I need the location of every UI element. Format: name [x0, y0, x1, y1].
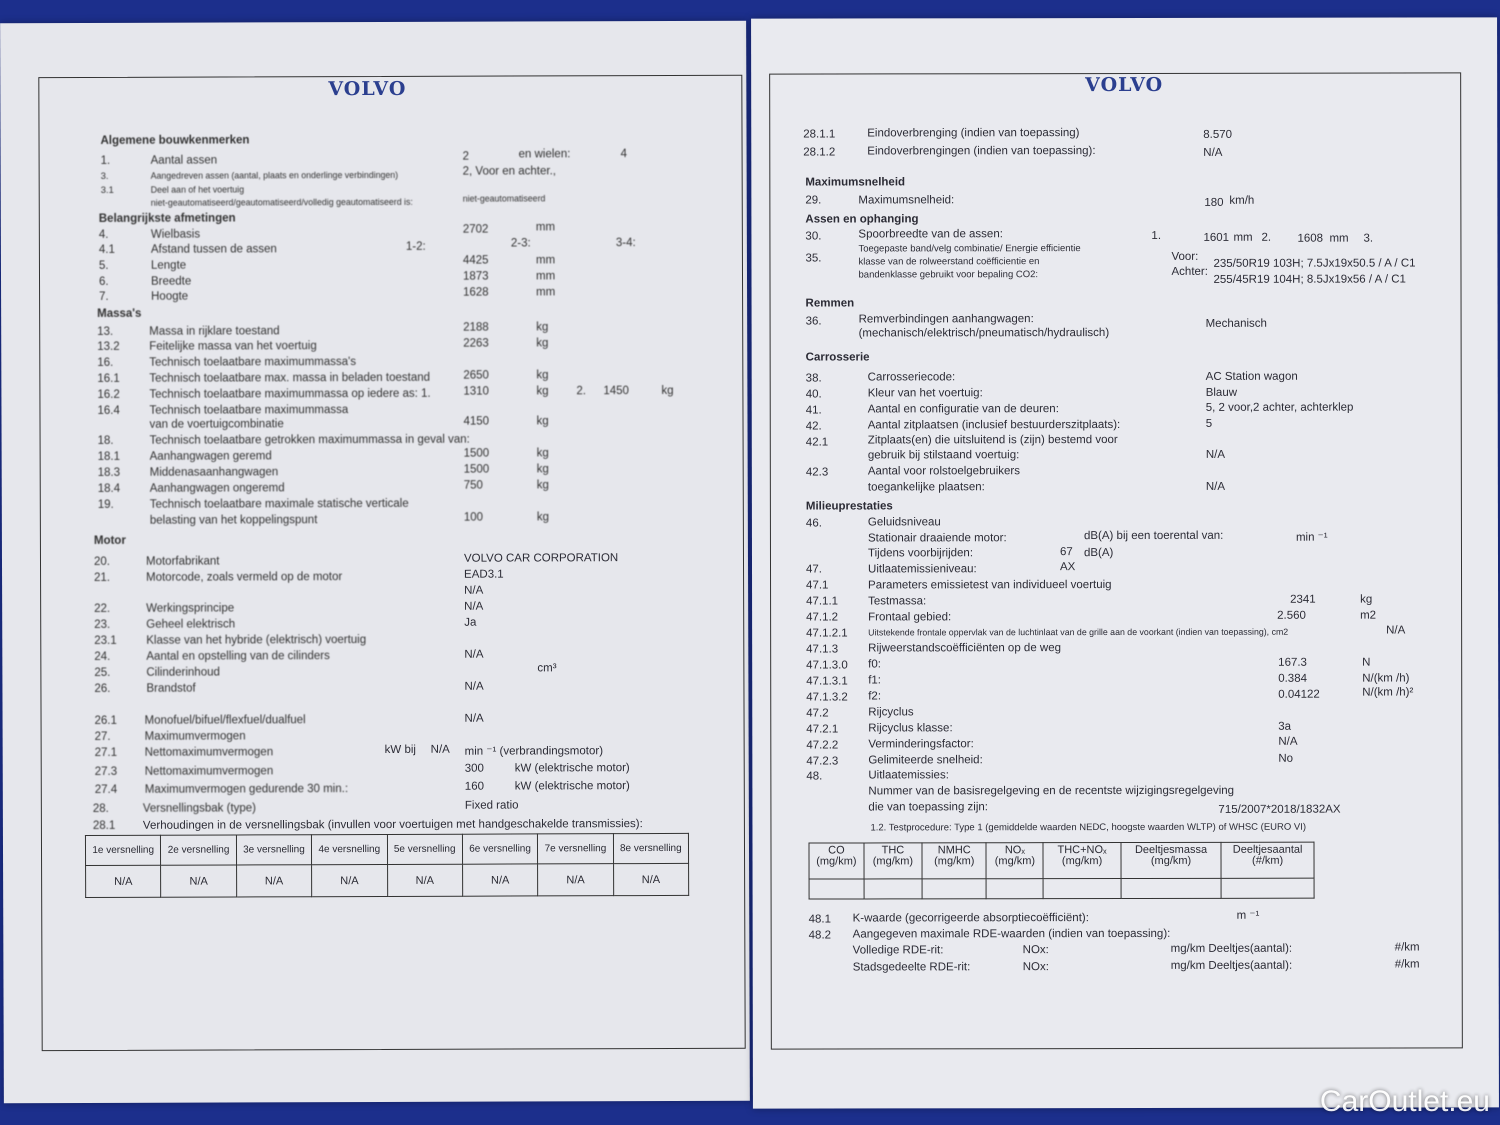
spec-text: No	[1278, 752, 1294, 765]
spec-text: 18.1	[97, 450, 121, 463]
spec-text: 1.	[1151, 229, 1162, 242]
spec-text: Aantal assen	[150, 154, 218, 167]
spec-text: Middenasaanhangwagen	[149, 466, 279, 479]
spec-text: 41.	[805, 404, 822, 417]
emission-header-cell: NOₓ (mg/km)	[986, 843, 1043, 879]
emission-header-cell: THC (mg/km)	[864, 843, 922, 879]
spec-text: 28.1	[92, 819, 116, 832]
spec-text: gebruik bij stilstaand voertuig:	[867, 449, 1020, 462]
spec-text: 13.	[97, 325, 114, 338]
spec-text: 7.	[99, 290, 109, 303]
spec-text: Rijcyclus klasse:	[868, 722, 953, 735]
spec-text: 47.1.2	[806, 611, 839, 624]
gear-header-cell: 6e versnelling	[462, 834, 537, 864]
spec-text: Afstand tussen de assen	[150, 243, 277, 256]
emission-header-cell: CO (mg/km)	[809, 843, 864, 879]
gear-value-cell: N/A	[86, 865, 161, 897]
spec-text: 27.3	[94, 765, 118, 778]
spec-text: 715/2007*2018/1832AX	[1218, 803, 1341, 816]
section-heading: Carrosserie	[805, 351, 870, 364]
spec-text: Nettomaximumvermogen	[144, 746, 274, 759]
spec-text: 4.	[98, 228, 109, 241]
spec-text: Deel aan of het voertuig	[150, 184, 245, 195]
spec-text: Nettomaximumvermogen	[144, 765, 274, 778]
spec-text: Cilinderinhoud	[146, 666, 220, 679]
volvo-logo-right: VOLVO	[1085, 73, 1164, 97]
spec-text: min ⁻¹	[1295, 531, 1328, 544]
spec-text: Breedte	[150, 275, 192, 288]
spec-text: 16.4	[97, 404, 120, 417]
spec-text: K-waarde (gecorrigeerde absorptiecoëfficiënt):	[852, 912, 1089, 925]
spec-text: 1.	[100, 154, 111, 167]
spec-text: VOLVO CAR CORPORATION	[463, 552, 619, 565]
spec-text: 24.	[94, 650, 111, 663]
spec-text: Eindoverbrenging (indien van toepassing)	[867, 127, 1080, 140]
spec-text: niet-geautomatiseerd/geautomatiseerd/volledig geautomatiseerd is:	[150, 196, 413, 208]
spec-text: 16.2	[97, 388, 120, 401]
spec-text: min ⁻¹ (verbrandingsmotor)	[464, 745, 604, 758]
spec-text: Nummer van de basisregelgeving en de recentste wijzigingsregelgeving	[868, 784, 1235, 798]
spec-text: 100	[463, 511, 484, 524]
emission-values-table	[808, 842, 1314, 900]
spec-text: Versnellingsbak (type)	[142, 802, 257, 815]
spec-text: kg	[536, 385, 549, 398]
spec-text: niet-geautomatiseerd	[462, 193, 546, 204]
spec-text: 47.1.3.2	[806, 691, 848, 704]
spec-text: 2.560	[1277, 609, 1306, 622]
spec-text: kg	[536, 511, 550, 524]
spec-text: Maximumsnelheid:	[858, 194, 955, 207]
spec-text: 4425	[462, 254, 489, 267]
spec-text: 29.	[805, 194, 822, 207]
spec-text: 3.1	[100, 184, 114, 196]
emission-header-cell: NMHC (mg/km)	[922, 843, 986, 879]
spec-text: Verminderingsfactor:	[868, 738, 974, 751]
spec-text: Technisch toelaatbare maximummassa op iedere as: 1.	[149, 387, 431, 401]
spec-text: N/A	[1203, 146, 1223, 159]
spec-text: 19.	[97, 498, 114, 511]
spec-text: (mechanisch/elektrisch/pneumatisch/hydraulisch)	[858, 327, 1110, 340]
spec-text: 2263	[463, 337, 489, 350]
spec-text: 47.	[806, 563, 823, 576]
gear-header-cell: 2e versnelling	[161, 835, 236, 865]
spec-text: kW (elektrische motor)	[514, 780, 630, 793]
gear-value-cell: N/A	[538, 864, 613, 896]
spec-text: Spoorbreedte van de assen:	[858, 228, 1003, 241]
spec-text: 26.	[94, 682, 111, 695]
spec-text: 5, 2 voor,2 achter, achterklep	[1205, 401, 1354, 414]
section-heading: Maximumsnelheid	[805, 176, 906, 189]
spec-text: 2341	[1290, 593, 1316, 606]
emission-value-cell	[864, 879, 922, 899]
spec-text: Werkingsprincipe	[146, 602, 235, 615]
emission-value-cell	[1121, 878, 1222, 898]
spec-text: Stadsgedeelte RDE-rit:	[852, 961, 971, 974]
spec-text: 47.2	[806, 707, 829, 720]
spec-text: Hoogte	[151, 290, 189, 303]
spec-text: 48.2	[808, 929, 832, 942]
spec-text: kg	[536, 463, 549, 476]
gear-header-cell: 7e versnelling	[538, 834, 613, 864]
spec-text: 47.1	[806, 579, 829, 592]
spec-text: N/A	[430, 743, 450, 756]
spec-text: Aantal voor rolstoelgebruikers	[867, 465, 1020, 478]
spec-text: Technisch toelaatbare getrokken maximummassa in geval van:	[149, 433, 470, 447]
spec-text: 42.1	[805, 436, 829, 449]
spec-text: Gelimiteerde snelheid:	[868, 754, 983, 767]
spec-text: Geheel elektrisch	[146, 618, 236, 631]
spec-text: 1.2. Testprocedure: Type 1 (gemiddelde waarden NEDC, hoogste waarden WLTP) of WHSC (EURO VI)	[870, 821, 1307, 834]
spec-text: Verhoudingen in de versnellingsbak (invullen voor voertuigen met handgeschakelde transmissies):	[142, 818, 643, 832]
spec-text: 1628	[463, 286, 489, 299]
spec-text: 16.	[97, 356, 114, 369]
emission-value-cell	[1043, 879, 1121, 899]
spec-text: Toegepaste band/velg combinatie/ Energie efficientie	[858, 243, 1081, 255]
spec-text: 30.	[805, 230, 822, 243]
spec-text: 47.2.2	[806, 739, 839, 752]
spec-text: Motorcode, zoals vermeld op de motor	[146, 571, 343, 584]
spec-text: Uitlaatemissies:	[868, 769, 949, 782]
spec-text: Brandstof	[146, 682, 196, 695]
spec-text: 160	[464, 780, 484, 793]
spec-text: Testmassa:	[868, 595, 927, 608]
spec-text: Technisch toelaatbare maximummassa's	[149, 356, 357, 369]
section-heading: Massa's	[97, 307, 142, 320]
spec-text: 1310	[463, 385, 490, 398]
spec-text: 0.04122	[1278, 688, 1320, 701]
gear-value-cell: N/A	[161, 865, 236, 897]
spec-text: 28.1.2	[803, 146, 836, 159]
spec-text: Uitstekende frontale oppervlak van de luchtinlaat van de grille aan de voorkant (indien van toepassing), cm2	[868, 626, 1289, 638]
spec-text: 18.4	[97, 482, 121, 495]
emission-value-cell	[922, 879, 986, 899]
spec-text: 3a	[1278, 720, 1292, 733]
spec-text: 300	[464, 762, 484, 775]
spec-text: 25.	[94, 666, 111, 679]
spec-text: 1500	[463, 447, 490, 460]
spec-text: Ja	[464, 616, 477, 629]
spec-text: N/(km /h)²	[1362, 686, 1414, 699]
spec-text: 47.1.3.1	[806, 675, 848, 688]
spec-text: cm³	[537, 662, 557, 675]
spec-text: kg	[536, 321, 549, 334]
spec-text: van de voertuigcombinatie	[149, 418, 284, 431]
spec-text: Feitelijke massa van het voertuig	[149, 340, 317, 353]
section-heading: Assen en ophanging	[805, 213, 919, 226]
spec-text: N/A	[464, 600, 484, 613]
spec-text: Aantal zitplaatsen (inclusief bestuurderszitplaats):	[867, 419, 1121, 432]
spec-text: Technisch toelaatbare max. massa in beladen toestand	[149, 371, 431, 385]
spec-text: 23.1	[94, 634, 117, 647]
spec-text: Uitlaatemissieniveau:	[868, 563, 977, 576]
spec-text: dB(A)	[1083, 547, 1114, 560]
spec-text: Rijweerstandscoëfficiënten op de weg	[868, 642, 1062, 655]
spec-text: Aantal en configuratie van de deuren:	[867, 403, 1059, 416]
spec-text: 6.	[98, 275, 109, 288]
spec-text: 38.	[805, 372, 822, 385]
spec-text: 47.1.3	[806, 643, 839, 656]
spec-text: EAD3.1	[464, 568, 504, 581]
spec-text: 13.2	[97, 340, 120, 353]
gear-value-cell: N/A	[613, 863, 688, 895]
spec-text: Voor:	[1171, 250, 1199, 263]
spec-text: 5	[1205, 417, 1213, 430]
spec-text: 1601	[1203, 231, 1230, 244]
spec-text: kW (elektrische motor)	[514, 762, 630, 775]
spec-text: 47.1.2.1	[806, 627, 848, 640]
spec-text: 35.	[805, 252, 822, 265]
emission-header-cell: Deeltjesaantal (#/km)	[1221, 842, 1314, 878]
gear-value-cell: N/A	[387, 864, 462, 896]
spec-text: Fixed ratio	[464, 799, 519, 812]
spec-text: NOx:	[1022, 944, 1049, 957]
spec-text: 27.	[94, 730, 111, 743]
spec-text: 27.4	[94, 783, 118, 796]
spec-text: 5.	[98, 259, 109, 272]
spec-text: 2650	[463, 369, 489, 382]
spec-text: Tijdens voorbijrijden:	[867, 547, 974, 560]
gear-header-cell: 4e versnelling	[312, 834, 387, 864]
spec-text: toegankelijke plaatsen:	[867, 481, 985, 494]
spec-text: kg	[536, 337, 549, 350]
spec-text: 27.1	[94, 746, 118, 759]
spec-text: N/A	[464, 648, 484, 661]
spec-text: Aanhangwagen geremd	[149, 450, 272, 463]
left-document-page	[0, 21, 750, 1104]
spec-text: Mechanisch	[1205, 317, 1267, 330]
gear-value-cell: N/A	[462, 864, 537, 896]
emission-value-cell	[1221, 878, 1314, 898]
spec-text: Technisch toelaatbare maximummassa	[149, 404, 349, 417]
volvo-logo-left: VOLVO	[328, 77, 407, 101]
spec-text: Massa in rijklare toestand	[149, 325, 280, 338]
spec-text: Carrosseriecode:	[867, 371, 956, 384]
spec-text: Volledige RDE-rit:	[852, 944, 944, 957]
spec-text: 46.	[805, 517, 822, 530]
spec-text: 2-3:	[510, 237, 531, 250]
spec-text: km/h	[1229, 194, 1255, 207]
spec-text: Remverbindingen aanhangwagen:	[858, 313, 1034, 326]
spec-text: Zitplaats(en) die uitsluitend is (zijn) bestemd voor	[867, 434, 1118, 447]
spec-text: 2.	[1261, 231, 1272, 244]
spec-text: m2	[1360, 609, 1377, 622]
section-heading: Belangrijkste afmetingen	[98, 212, 236, 225]
spec-text: 1608	[1297, 232, 1324, 245]
spec-text: 28.	[92, 802, 109, 815]
spec-text: 3.	[1363, 232, 1374, 245]
gear-header-cell: 5e versnelling	[387, 834, 462, 864]
spec-text: 40.	[805, 388, 822, 401]
spec-text: 47.2.3	[806, 755, 839, 768]
spec-text: f2:	[868, 690, 882, 703]
section-heading: Milieuprestaties	[805, 500, 893, 513]
spec-text: Frontaal gebied:	[868, 611, 952, 624]
spec-text: 18.3	[97, 466, 121, 479]
spec-text: Geluidsniveau	[867, 516, 941, 529]
spec-text: f0:	[868, 658, 881, 671]
gear-header-cell: 8e versnelling	[613, 833, 688, 863]
spec-text: 4	[620, 148, 628, 161]
spec-text: 48.	[806, 770, 823, 783]
spec-text: en wielen:	[518, 148, 571, 161]
spec-text: 2702	[462, 223, 489, 236]
spec-text: mm	[1233, 231, 1253, 244]
caroutlet-watermark: CarOutlet.eu	[1319, 1085, 1490, 1118]
spec-text: Kleur van het voertuig:	[867, 387, 983, 400]
spec-text: #/km	[1394, 958, 1420, 971]
spec-text: 8.570	[1203, 128, 1233, 141]
spec-text: f1:	[868, 674, 882, 687]
spec-text: 235/50R19 103H; 7.5Jx19x50.5 / A / C1	[1213, 257, 1416, 270]
spec-text: 22.	[94, 602, 111, 615]
spec-text: 180	[1204, 196, 1224, 209]
spec-text: dB(A) bij een toerental van:	[1083, 529, 1224, 543]
spec-text: Technisch toelaatbare maximale statische verticale	[149, 497, 409, 511]
gear-header-cell: 3e versnelling	[236, 835, 311, 865]
spec-text: AX	[1059, 561, 1076, 574]
spec-text: 16.1	[97, 372, 120, 385]
spec-text: Stationair draaiende motor:	[867, 532, 1007, 545]
spec-text: Maximumvermogen	[144, 730, 246, 743]
section-heading: Motor	[93, 534, 126, 547]
spec-text: Parameters emissietest van individueel voertuig	[868, 579, 1112, 592]
spec-text: 36.	[805, 315, 822, 328]
spec-text: 47.2.1	[806, 723, 839, 736]
spec-text: Motorfabrikant	[145, 555, 220, 568]
emission-header-cell: THC+NOₓ (mg/km)	[1043, 843, 1121, 879]
spec-text: mg/km Deeltjes(aantal):	[1170, 942, 1293, 955]
gear-value-cell: N/A	[236, 865, 311, 897]
spec-text: mm	[535, 270, 556, 283]
section-heading: Remmen	[805, 297, 855, 310]
gear-ratio-table	[85, 833, 689, 898]
spec-text: 750	[463, 479, 483, 492]
spec-text: Klasse van het hybride (elektrisch) voertuig	[146, 634, 367, 647]
spec-text: kg	[536, 447, 549, 460]
spec-text: bandenklasse gebruikt voor bepaling CO2:	[858, 269, 1039, 281]
spec-text: Aangegeven maximale RDE-waarden (indien van toepassing):	[852, 927, 1171, 941]
spec-text: 3-4:	[615, 237, 636, 250]
spec-text: 21.	[94, 571, 111, 584]
spec-text: AC Station wagon	[1205, 370, 1298, 383]
emission-value-cell	[987, 879, 1044, 899]
spec-text: N/A	[1278, 735, 1298, 748]
spec-text: 4.1	[98, 243, 115, 256]
spec-text: Eindoverbrengingen (indien van toepassing):	[867, 145, 1096, 158]
spec-text: Aantal en opstelling van de cilinders	[146, 650, 330, 663]
spec-text: mm	[1329, 232, 1349, 245]
spec-text: mg/km Deeltjes(aantal):	[1170, 959, 1293, 972]
spec-text: NOx:	[1022, 961, 1049, 974]
spec-text: 1450	[603, 385, 630, 398]
spec-text: 67	[1059, 546, 1073, 559]
spec-text: Rijcyclus	[868, 706, 914, 719]
spec-text: kg	[536, 369, 549, 382]
spec-text: Monofuel/bifuel/flexfuel/dualfuel	[144, 714, 306, 727]
spec-text: N/A	[464, 712, 484, 725]
spec-text: 2.	[576, 385, 587, 398]
spec-text: belasting van het koppelingspunt	[149, 514, 318, 527]
section-heading: Algemene bouwkenmerken	[100, 134, 250, 147]
spec-text: N/A	[1205, 448, 1225, 461]
spec-text: Aanhangwagen ongeremd	[149, 482, 285, 495]
spec-text: 47.1.1	[806, 595, 839, 608]
spec-text: 1873	[462, 270, 489, 283]
spec-text: Maximumvermogen gedurende 30 min.:	[144, 783, 349, 796]
spec-text: 48.1	[808, 913, 832, 926]
spec-text: 1-2:	[405, 240, 426, 253]
spec-text: Aangedreven assen (aantal, plaats en onderlinge verbindingen)	[150, 169, 399, 181]
spec-text: N/(km /h)	[1362, 672, 1410, 685]
gear-header-cell: 1e versnelling	[85, 835, 160, 865]
spec-text: mm	[536, 286, 556, 299]
spec-text: #/km	[1394, 941, 1420, 954]
spec-text: N/A	[1386, 624, 1406, 637]
spec-text: N/A	[464, 680, 484, 693]
spec-text: 26.1	[94, 714, 117, 727]
spec-text: 255/45R19 104H; 8.5Jx19x56 / A / C1	[1213, 273, 1406, 286]
spec-text: 20.	[93, 555, 111, 568]
spec-text: 1500	[463, 463, 490, 476]
right-document-page	[751, 17, 1499, 1108]
spec-text: 42.3	[805, 466, 829, 479]
spec-text: 47.1.3.0	[806, 659, 848, 672]
spec-text: kg	[536, 415, 549, 428]
spec-text: Blauw	[1205, 386, 1238, 399]
emission-value-cell	[809, 879, 864, 899]
spec-text: kg	[536, 479, 549, 492]
spec-text: 18.	[97, 434, 114, 447]
spec-text: Wielbasis	[150, 228, 201, 241]
spec-text: N/A	[464, 584, 484, 597]
emission-header-cell: Deeltjesmassa (mg/km)	[1121, 842, 1222, 878]
spec-text: 2	[462, 150, 470, 163]
spec-text: Achter:	[1171, 265, 1208, 278]
left-spec-lines	[0, 21, 746, 832]
spec-text: 42.	[805, 420, 822, 433]
spec-text: kg	[661, 384, 674, 397]
spec-text: 28.1.1	[803, 128, 836, 141]
spec-text: 4150	[463, 415, 490, 428]
spec-text: klasse van de rolweerstand coëfficientie en	[858, 256, 1040, 268]
spec-text: 2188	[463, 321, 489, 334]
spec-text: 0.384	[1278, 672, 1307, 685]
spec-text: N	[1362, 656, 1371, 669]
spec-text: N/A	[1205, 480, 1226, 493]
spec-text: kg	[1360, 593, 1373, 606]
spec-text: mm	[535, 221, 556, 234]
spec-text: kW bij	[384, 743, 416, 756]
spec-text: mm	[535, 254, 556, 267]
spec-text: m ⁻¹	[1236, 909, 1260, 922]
spec-text: Lengte	[150, 259, 187, 272]
spec-text: 2, Voor en achter.,	[462, 165, 557, 178]
spec-text: die van toepassing zijn:	[868, 801, 988, 814]
spec-text: 3.	[100, 170, 109, 182]
gear-value-cell: N/A	[312, 864, 387, 896]
spec-text: 23.	[94, 618, 111, 631]
spec-text: 167.3	[1278, 656, 1307, 669]
